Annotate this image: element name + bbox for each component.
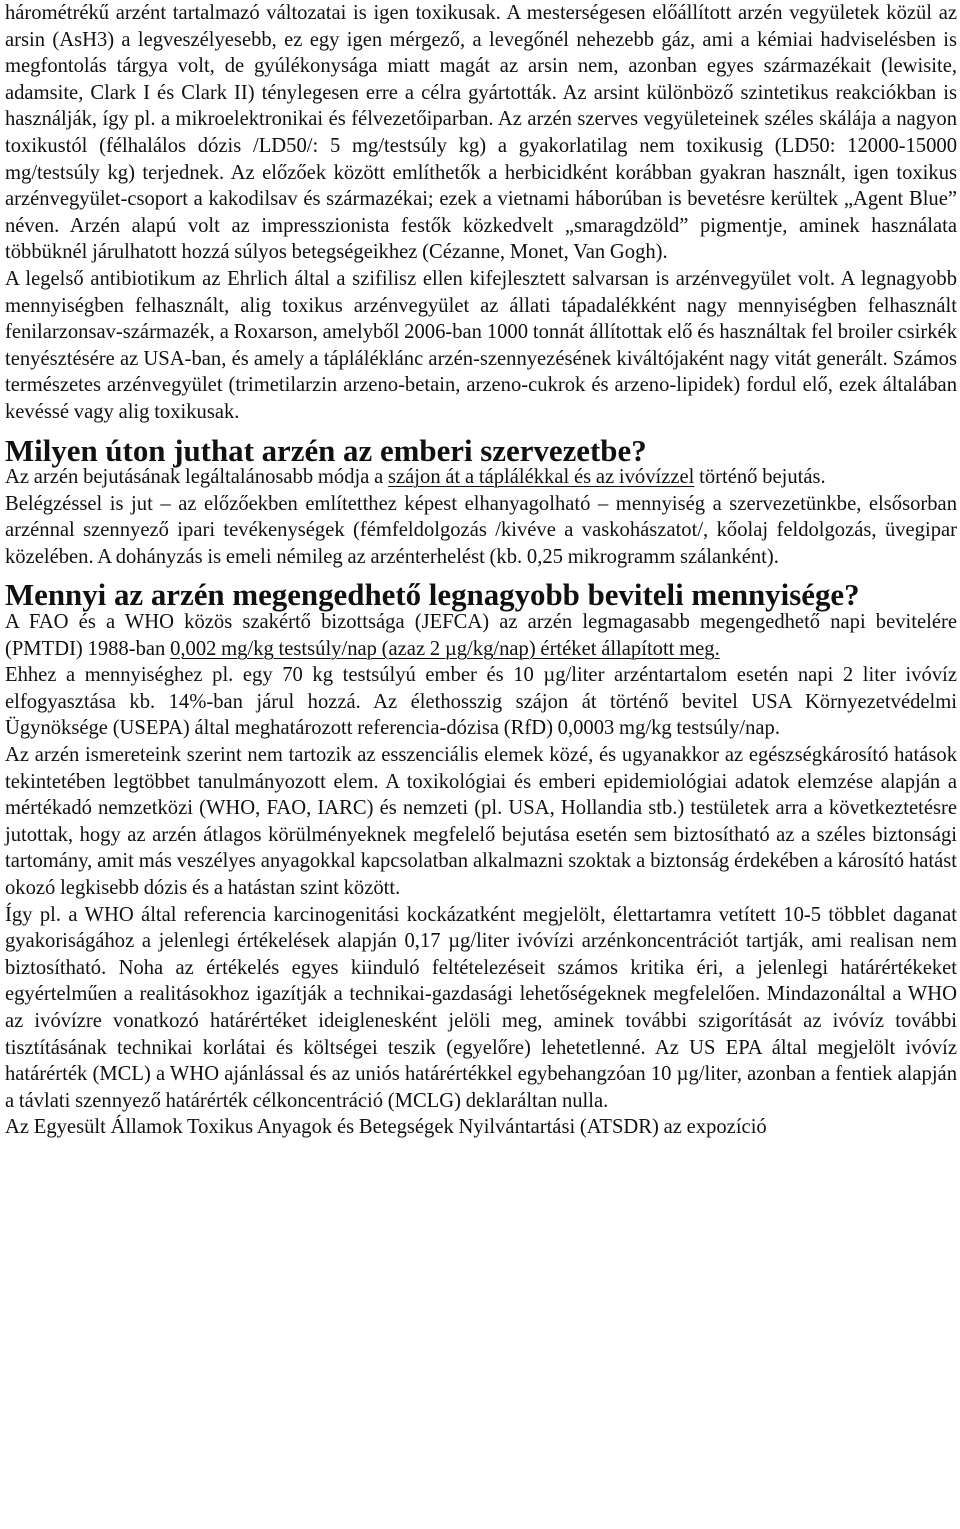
paragraph-pmtdi	[5, 609, 957, 662]
paragraph-salvarsan-roxarson: A legelső antibiotikum az Ehrlich által a szifilisz ellen kifejlesztett salvarsan is arzénvegyület volt. A legnagyobb mennyiségben felhasznált, alig toxikus arzénvegyület az állati tápadalékként nagy mennyiségben felhasznált fenilarzonsav-származék, a Roxarson, amelyből 2006-ban 1000 tonnát állítottak elő és használtak fel broiler csirkék tenyésztésére az USA-ban, és amely a tápláléklánc arzén-szennyezésének kiváltójaként nagy vitát generált. Számos természetes arzénvegyület (trimetilarzin arzeno-betain, arzeno-cukrok és arzeno-lipidek) fordul elő, ezek általában kevéssé vagy alig toxikusak.	[5, 267, 957, 423]
paragraph-atsdr: Az Egyesült Államok Toxikus Anyagok és Betegségek Nyilvántartási (ATSDR) az expozíció	[5, 1116, 767, 1139]
heading-max-intake: Mennyi az arzén megengedhető legnagyobb beviteli mennyisége?	[5, 577, 860, 613]
paragraph-inhalation: Belégzéssel is jut – az előzőekben említetthez képest elhanyagolható – mennyiség a szervezetünkbe, elsősorban arzénnal szennyező ipari tevékenységek (fémfeldolgozás /kivéve a vaskohászatot/, kőolaj feldolgozás, üvegipar közelében. A dohányzás is emeli némileg az arzénterhelést (kb. 0,25 mikrogramm szálanként).	[5, 492, 957, 568]
oral-intake-text-end: történő bejutás.	[694, 466, 826, 489]
pmtdi-value-emphasis: 0,002 mg/kg testsúly/nap (azaz 2 µg/kg/nap) értéket állapított meg.	[170, 637, 720, 660]
paragraph-arsenic-compounds: hárométrékű arzént tartalmazó változatai is igen toxikusak. A mesterségesen előállított arzén vegyületek közül az arsin (AsH3) a legveszélyesebb, ez egy igen mérgező, a levegőnél nehezebb gáz, ami a kémiai hadviselésben is megfontolás tárgya volt, de gyúlékonysága miatt magát az arsin nem, azonban egyes származékait (lewisite, adamsite, Clark I és Clark II) ténylegesen erre a célra gyártották. Az arsint különböző szintetikus reakciókban is használják, így pl. a mikroelektronikai és félvezetőiparban. Az arzén szerves vegyületeinek széles skálája a nagyon toxikustól (félhalálos dózis /LD50/: 5 mg/testsúly kg) a gyakorlatilag nem toxikusig (LD50: 12000-15000 mg/testsúly kg) terjednek. Az előzőek között említhetők a herbicidként korábban gyakran használt, igen toxikus arzénvegyület-csoport a kakodilsav és származékai; ezek a vietnami háborúban is bevetésre kerültek „Agent Blue” néven. Arzén alapú volt az impresszionista festők közkedvelt „smaragdzöld” pigmentje, aminek használata többüknél járulhatott hozzá súlyos betegségeikhez (Cézanne, Monet, Van Gogh).	[5, 2, 957, 264]
paragraph-drinking-water-contribution: Ehhez a mennyiséghez pl. egy 70 kg testsúlyú ember és 10 µg/liter arzéntartalom esetén napi 2 liter ivóvíz elfogyasztása kb. 14%-ban járul hozzá. Az élethosszig szájon át történő bevitel USA Környezetvédelmi Ügynöksége (USEPA) által meghatározott referencia-dózisa (RfD) 0,0003 mg/kg testsúly/nap.	[5, 664, 957, 740]
pmtdi-text-start: A FAO és a WHO közös szakértő bizottsága (JEFCA) az arzén legmagasabb megengedhető napi bevitelére (PMTDI) 1988-ban	[5, 611, 957, 660]
paragraph-oral-intake	[5, 464, 957, 491]
heading-exposure-routes: Milyen úton juthat arzén az emberi szervezetbe?	[5, 432, 647, 468]
oral-intake-text-start: Az arzén bejutásának legáltalánosabb módja a	[5, 466, 388, 489]
paragraph-non-essential-element: Az arzén ismereteink szerint nem tartozik az esszenciális elemek közé, és ugyanakkor az egészségkárosító hatások tekintetében legtöbbet tanulmányozott elem. A toxikológiai és emberi epidemiológiai adatok elemzése alapján a mértékadó nemzetközi (WHO, FAO, IARC) és nemzeti (pl. USA, Hollandia stb.) testületek arra a következtetésre jutottak, hogy az arzén átlagos körülményeknek megfelelő bejutása esetén sem biztosítható az a széles biztonsági tartomány, amit más veszélyes anyagokkal kapcsolatban alkalmazni szoktak a biztonság érdekében a károsító hatást okozó legkisebb dózis és a hatástan szint között.	[5, 744, 957, 899]
oral-intake-emphasis: szájon át a táplálékkal és az ivóvízzel	[388, 466, 695, 489]
paragraph-who-limits: Így pl. a WHO által referencia karcinogenitási kockázatként megjelölt, élettartamra vetített 10-5 többlet daganat gyakoriságához a jelenlegi értékelések alapján 0,17 µg/liter ivóvízi arzénkoncentrációt tartják, ami realisan nem biztosítható. Noha az értékelés egyes kiinduló feltételezéseit számos kritika éri, a jelenlegi határértékeket egyértelműen a realitásokhoz igazítják a technikai-gazdasági lehetőségeknek megfelelően. Mindazonáltal a WHO az ivóvízre vonatkozó határértéket ideiglenesként jelöli meg, aminek további szigorítását az ivóvíz további tisztításának technikai korlátai és költségei teszik (egyelőre) lehetetlenné. Az US EPA által megjelölt ivóvíz határérték (MCL) a WHO ajánlással és az uniós határértékkel egybehangzóan 10 µg/liter, azonban a fentiek alapján a távlati szennyező határérték célkoncentráció (MCLG) deklaráltan nulla.	[5, 903, 957, 1112]
